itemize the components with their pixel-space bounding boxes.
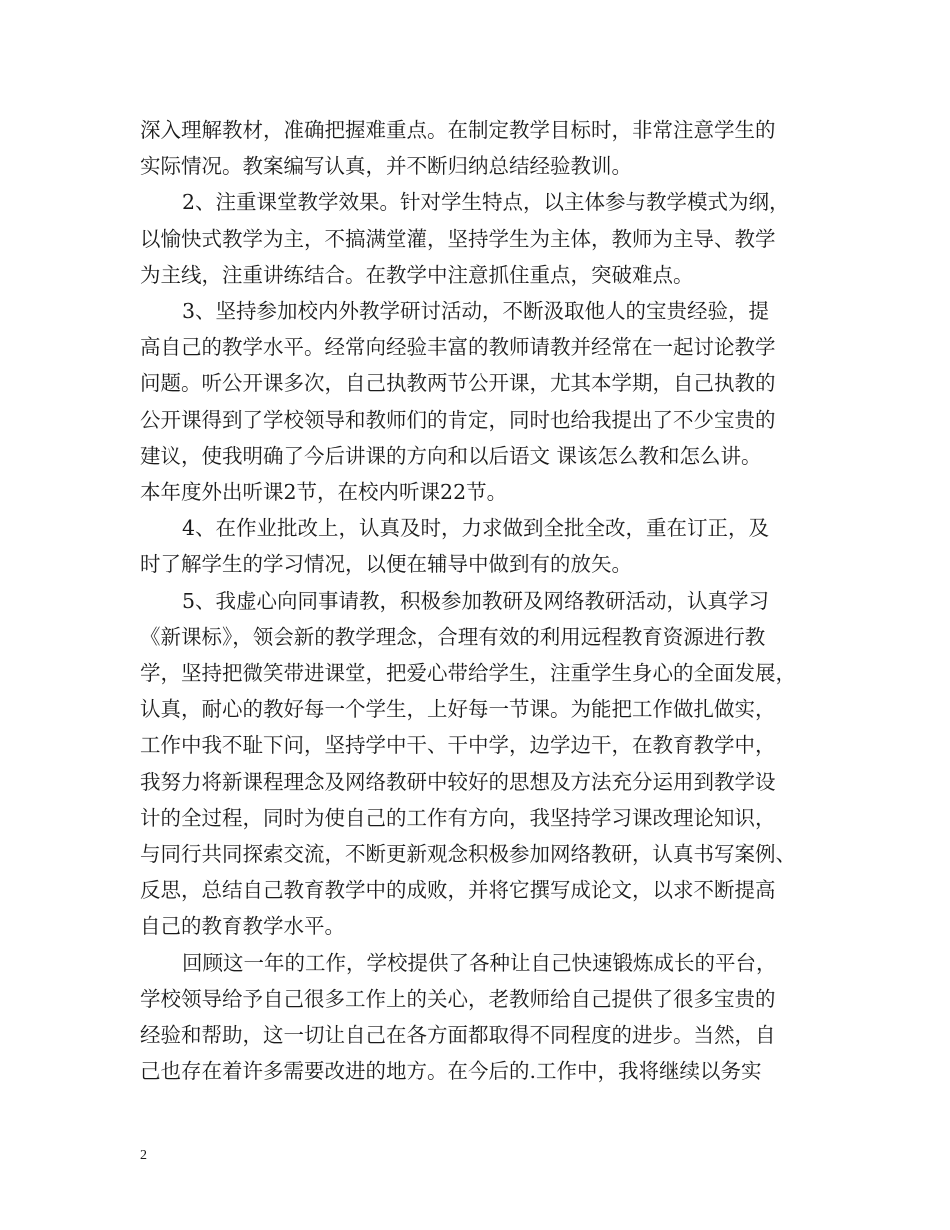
text-line: 反思，总结自己教育教学中的成败，并将它撰写成论文，以求不断提高 (140, 878, 776, 903)
text-line: 深入理解教材，准确把握难重点。在制定教学目标时，非常注意学生的 (140, 118, 776, 142)
text-line: 以愉快式教学为主，不搞满堂灌，坚持学生为主体，教师为主导、教学 (140, 226, 776, 251)
document-body (140, 112, 830, 1089)
text-line: 建议，使我明确了今后讲课的方向和以后语文 课该怎么教和怎么讲。 (140, 443, 762, 468)
text-line: 本年度外出听课2节，在校内听课22节。 (140, 480, 508, 505)
text-line: 《新课标》，领会新的教学理念，合理有效的利用远程教育资源进行教 (140, 624, 766, 649)
text-line: 高自己的教学水平。经常向经验丰富的教师请教并经常在一起讨论教学 (140, 335, 776, 360)
page-number: 2 (140, 1148, 147, 1163)
text-line: 己也存在着许多需要改进的地方。在今后的.工作中，我将继续以务实 (140, 1059, 762, 1084)
text-line: 工作中我不耻下问，坚持学中干、干中学，边学边干，在教育教学中， (140, 733, 776, 758)
text-line: 学，坚持把微笑带进课堂，把爱心带给学生，注重学生身心的全面发展， (140, 661, 796, 686)
text-line: 时了解学生的学习情况，以便在辅导中做到有的放矢。 (140, 552, 632, 577)
text-line: 为主线，注重讲练结合。在教学中注意抓住重点，突破难点。 (140, 262, 694, 287)
text-line: 2、注重课堂教学效果。针对学生特点，以主体参与教学模式为纲， (182, 190, 790, 215)
text-line: 计的全过程，同时为使自己的工作有方向，我坚持学习课改理论知识， (140, 805, 776, 830)
text-line: 问题。听公开课多次，自己执教两节公开课，尤其本学期，自己执教的 (140, 371, 776, 396)
text-line: 公开课得到了学校领导和教师们的肯定，同时也给我提出了不少宝贵的 (140, 407, 776, 432)
text-line: 回顾这一年的工作，学校提供了各种让自己快速锻炼成长的平台， (182, 950, 777, 975)
text-line: 我努力将新课程理念及网络教研中较好的思想及方法充分运用到教学设 (140, 769, 776, 794)
text-line: 认真，耐心的教好每一个学生，上好每一节课。为能把工作做扎做实， (140, 697, 776, 722)
text-line: 与同行共同探索交流，不断更新观念积极参加网络教研，认真书写案例、 (140, 842, 796, 867)
text-line: 3、坚持参加校内外教学研讨活动，不断汲取他人的宝贵经验，提 (182, 299, 770, 324)
text-line: 经验和帮助，这一切让自己在各方面都取得不同程度的进步。当然，自 (140, 1023, 776, 1048)
text-line: 实际情况。教案编写认真，并不断归纳总结经验教训。 (140, 154, 632, 179)
text-line: 5、我虚心向同事请教，积极参加教研及网络教研活动，认真学习 (182, 588, 770, 613)
text-line: 学校领导给予自己很多工作上的关心，老教师给自己提供了很多宝贵的 (140, 986, 776, 1011)
text-line: 自己的教育教学水平。 (140, 914, 345, 939)
text-line: 4、在作业批改上，认真及时，力求做到全批全改，重在订正，及 (182, 516, 770, 541)
